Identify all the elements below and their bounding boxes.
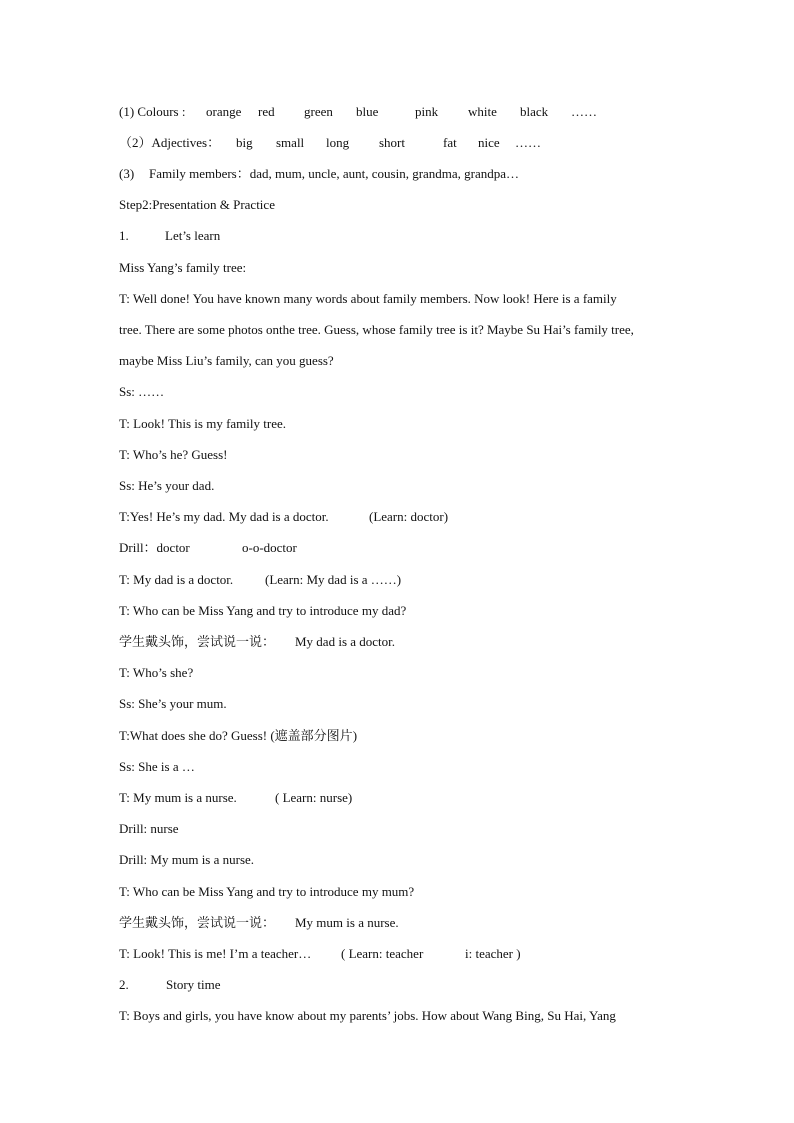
drill-doctor-line xyxy=(119,538,684,558)
item2-title: Story time xyxy=(166,977,221,992)
t-who-mum-text: T: Who can be Miss Yang and try to introduce my mum? xyxy=(119,884,415,899)
drill-nurse-line xyxy=(119,819,684,839)
ss-she-is-line xyxy=(119,757,684,777)
adjectives-label: （2）Adjectives： xyxy=(119,135,221,150)
t-who-mum-line xyxy=(119,882,684,902)
colour-word: black xyxy=(520,104,549,119)
t-what-does-text: T:What does she do? Guess! ( xyxy=(119,728,275,743)
adjective-word: long xyxy=(326,135,350,150)
ss-dad-text: Ss: He’s your dad. xyxy=(119,478,215,493)
family-number: (3) xyxy=(119,166,135,181)
colour-word: pink xyxy=(415,104,439,119)
t-intro-text-1: T: Well done! You have known many words about family members. Now look! Here is a family xyxy=(119,291,617,306)
t-intro-text-3: maybe Miss Liu’s family, can you guess? xyxy=(119,353,334,368)
t-look-me-note: ( Learn: teacher xyxy=(341,946,424,961)
family-line xyxy=(119,164,684,184)
drill-nurse-text: Drill: nurse xyxy=(119,821,179,836)
adjective-word: short xyxy=(379,135,405,150)
ss-dots-line xyxy=(119,382,684,402)
step2-heading-text: Step2:Presentation & Practice xyxy=(119,197,275,212)
t-intro-line-3 xyxy=(119,351,684,371)
item2-number: 2. xyxy=(119,977,129,992)
colour-word: blue xyxy=(356,104,379,119)
colour-word: red xyxy=(258,104,275,119)
drill-mum-line xyxy=(119,850,684,870)
t-look-tree-text: T: Look! This is my family tree. xyxy=(119,416,287,431)
t-dad-doctor-line xyxy=(119,570,684,590)
t-intro-line-2 xyxy=(119,320,684,340)
t-boys-girls-line xyxy=(119,1006,684,1026)
item1-number: 1. xyxy=(119,228,129,243)
item2-line xyxy=(119,975,684,995)
student-dad-en: My dad is a doctor. xyxy=(295,634,396,649)
t-boys-girls-text: T: Boys and girls, you have know about my parents’ jobs. How about Wang Bing, Su Hai, Yang xyxy=(119,1008,616,1023)
t-intro-line-1 xyxy=(119,289,684,309)
ss-dots-text: Ss: …… xyxy=(119,384,165,399)
t-whos-he-text: T: Who’s he? Guess! xyxy=(119,447,228,462)
t-mum-nurse-note: ( Learn: nurse) xyxy=(275,790,353,805)
adjective-word: fat xyxy=(443,135,457,150)
t-look-me-line xyxy=(119,944,684,964)
adjectives-line xyxy=(119,133,684,153)
t-mum-nurse-line xyxy=(119,788,684,808)
colours-line xyxy=(119,102,684,122)
t-dad-doctor-text: T: My dad is a doctor. xyxy=(119,572,234,587)
t-who-dad-line xyxy=(119,601,684,621)
item1-line xyxy=(119,226,684,246)
drill-mum-text: Drill: My mum is a nurse. xyxy=(119,852,255,867)
student-dad-line xyxy=(119,632,684,652)
t-look-me-note2: i: teacher ) xyxy=(465,946,521,961)
t-whos-she-text: T: Who’s she? xyxy=(119,665,194,680)
t-look-me-text: T: Look! This is me! I’m a teacher… xyxy=(119,946,312,961)
adjective-word: small xyxy=(276,135,305,150)
t-what-does-cn: 遮盖部分图片 xyxy=(274,728,353,743)
drill-doctor-note: o-o-doctor xyxy=(242,540,297,555)
t-dad-doctor-note: (Learn: My dad is a ……) xyxy=(265,572,402,587)
student-dad-cn: 学生戴头饰，尝试说一说： xyxy=(119,634,276,649)
t-whos-he-line xyxy=(119,445,684,465)
family-text: Family members：dad, mum, uncle, aunt, cousin, grandma, grandpa… xyxy=(149,166,520,181)
t-yes-dad-line xyxy=(119,507,684,527)
colour-ellipsis: …… xyxy=(571,104,597,119)
t-mum-nurse-text: T: My mum is a nurse. xyxy=(119,790,237,805)
student-mum-line xyxy=(119,913,684,933)
t-yes-dad-note: (Learn: doctor) xyxy=(369,509,449,524)
colour-word: white xyxy=(468,104,497,119)
adjective-ellipsis: …… xyxy=(515,135,541,150)
ss-she-is-text: Ss: She is a … xyxy=(119,759,195,774)
step2-heading xyxy=(119,195,684,215)
adjective-word: nice xyxy=(478,135,500,150)
t-intro-text-2: tree. There are some photos onthe tree. Guess, whose family tree is it? Maybe Su Hai’s family tree, xyxy=(119,322,634,337)
ss-dad-line xyxy=(119,476,684,496)
t-whos-she-line xyxy=(119,663,684,683)
colour-word: green xyxy=(304,104,333,119)
student-mum-cn: 学生戴头饰，尝试说一说： xyxy=(119,915,276,930)
adjective-word: big xyxy=(236,135,253,150)
t-look-tree-line xyxy=(119,414,684,434)
ss-mum-line xyxy=(119,694,684,714)
item1-title: Let’s learn xyxy=(165,228,221,243)
drill-doctor-label: Drill：doctor xyxy=(119,540,190,555)
ss-mum-text: Ss: She’s your mum. xyxy=(119,696,227,711)
tree-caption-text: Miss Yang’s family tree: xyxy=(119,260,247,275)
t-who-dad-text: T: Who can be Miss Yang and try to introduce my dad? xyxy=(119,603,407,618)
colours-label: (1) Colours : xyxy=(119,104,186,119)
student-mum-en: My mum is a nurse. xyxy=(295,915,399,930)
t-what-does-line xyxy=(119,726,684,746)
t-yes-dad-text: T:Yes! He’s my dad. My dad is a doctor. xyxy=(119,509,329,524)
colour-word: orange xyxy=(206,104,242,119)
tree-caption xyxy=(119,258,684,278)
t-what-does-end: ) xyxy=(352,728,358,743)
